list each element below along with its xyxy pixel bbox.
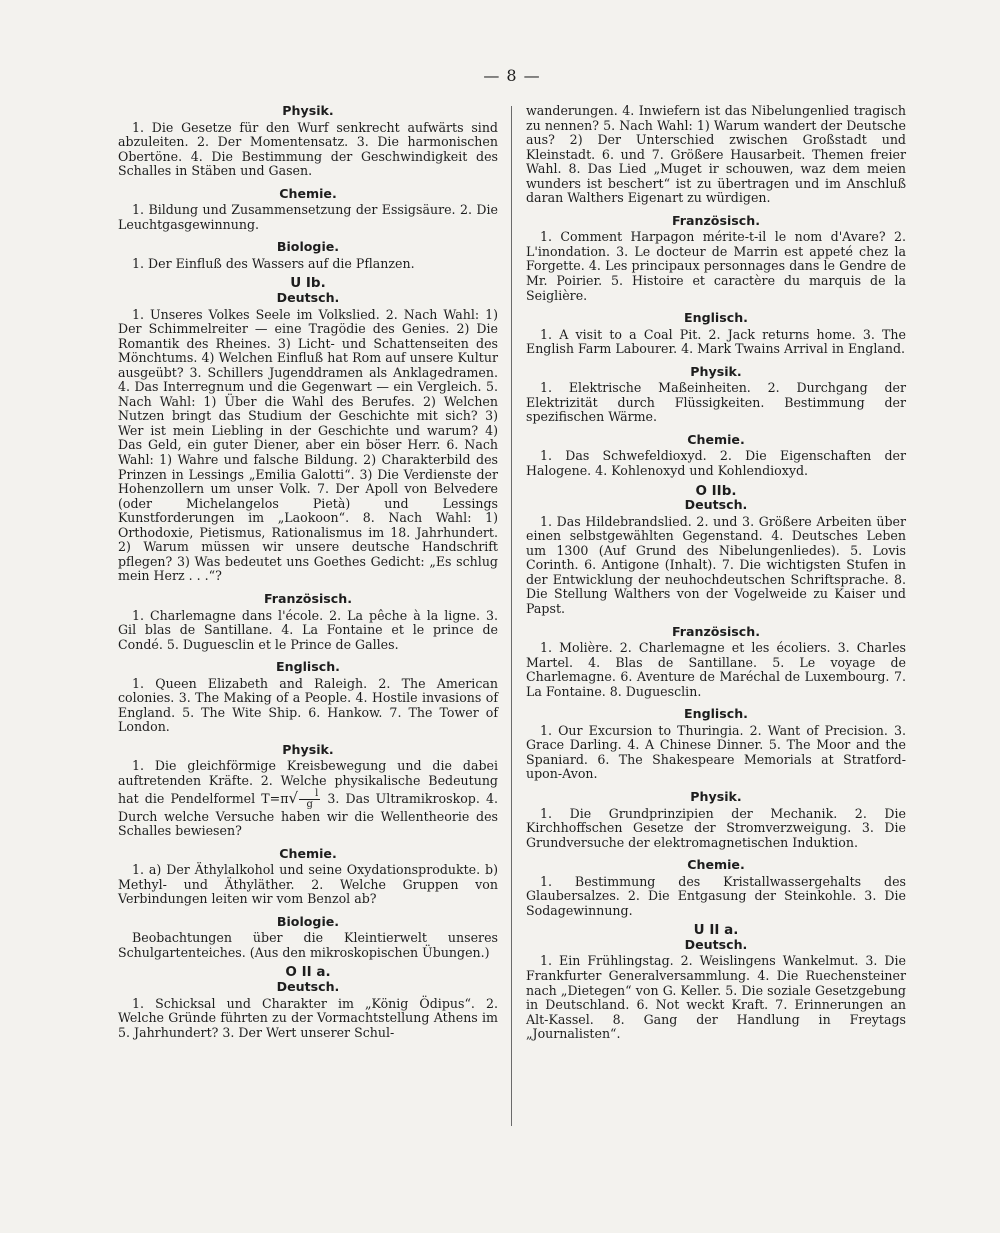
right-column <box>526 104 906 1042</box>
section-text: 1. Our Excursion to Thuringia. 2. Want of Precision. 3. Grace Darling. 4. A Chinese Dinner. 5. The Moor and the Spaniard. 6. The Shakespeare Memorials at Stratford-upon-Avon. <box>526 722 906 782</box>
page-number: — 8 — <box>483 66 541 85</box>
section-text: 1. Die Grundprinzipien der Mechanik. 2. Die Kirchhoffschen Gesetze der Stromverzweigung. 3. Die Grundversuche der elektromagnetischen Induktion. <box>526 805 906 850</box>
section-text: 1. a) Der Äthylalkohol und seine Oxydationsprodukte. b) Methyl- und Äthyläther. 2. Welche Gruppen von Verbindungen leiten wir vom Benzol ab? <box>118 862 498 907</box>
column-divider <box>511 106 512 1126</box>
section-heading: Französisch. <box>264 590 352 606</box>
section-heading: Chemie. <box>687 857 745 873</box>
section-text: 1. Elektrische Maßeinheiten. 2. Durchgang der Elektrizität durch Flüssigkeiten. Bestimmung der spezifischen Wärme. <box>526 380 906 425</box>
class-heading: O IIb. <box>695 482 737 499</box>
section-heading: Französisch. <box>672 212 760 228</box>
formula-fraction <box>299 789 320 810</box>
section-heading: Physik. <box>690 363 742 379</box>
section-heading: Deutsch. <box>684 936 748 952</box>
formula-numerator: l <box>299 789 320 800</box>
section-text: 1. Bestimmung des Kristallwassergehalts des Glaubersalzes. 2. Die Entgasung der Steinkohle. 3. Die Sodagewinnung. <box>526 873 906 918</box>
section-text: 1. A visit to a Coal Pit. 2. Jack returns home. 3. The English Farm Labourer. 4. Mark Twains Arrival in England. <box>526 326 906 357</box>
sqrt-symbol: √ <box>288 788 299 807</box>
section-heading: Physik. <box>282 103 334 118</box>
section-heading: Chemie. <box>279 185 337 201</box>
section-text: 1. Unseres Volkes Seele im Volkslied. 2. Nach Wahl: 1) Der Schimmelreiter — eine Tragödie des Genies. 2) Die Romantik des Rheines. 3) Licht- und Schattenseiten des Mönchtums. 4) Welchen Einfluß hat Rom auf unsere Kultur ausgeübt? 3. Schillers Jugenddramen als Anklagedramen. 4. Das Interregnum und die Gegenwart — ein Vergleich. 5. Nach Wahl: 1) Über die Wahl des Berufes. 2) Welchen Nutzen bringt das Studium der Geschichte mit sich? 3) Wer ist mein Liebling in der Geschichte und warum? 4) Das Geld, ein guter Diener, aber ein böser Herr. 6. Nach Wahl: 1) Wahre und falsche Bildung. 2) Charakterbild des Prinzen in Lessings „Emilia Galotti“. 3) Die Verdienste der Hohenzollern um unser Volk. 7. Der Apoll von Belvedere (oder Michelangelos Pietà) und Lessings Kunstforderungen im „Laokoon“. 8. Nach Wahl: 1) Orthodoxie, Pietismus, Rationalismus im 18. Jahrhundert. 2) Warum müssen wir unsere deutsche Handschrift pflegen? 3) Was bedeutet uns Goethes Gedicht: „Es schlug mein Herz . . .“? <box>118 306 498 584</box>
section-text: Beobachtungen über die Kleintierwelt unseres Schulgartenteiches. (Aus den mikroskopischen Übungen.) <box>118 930 498 960</box>
section-text: 1. Schicksal und Charakter im „König Ödipus“. 2. Welche Gründe führten zu der Vormachtstellung Athens im 5. Jahrhundert? 3. Der Wert unserer Schul- <box>118 995 498 1040</box>
section-heading: Chemie. <box>687 431 745 447</box>
section-heading: Chemie. <box>279 845 337 861</box>
class-heading: O II a. <box>285 964 331 981</box>
section-text: 1. Bildung und Zusammensetzung der Essigsäure. 2. Die Leuchtgasgewinnung. <box>118 202 498 232</box>
formula-denominator: g <box>306 798 313 810</box>
physik-text-part: 1. Die gleichförmige Kreisbewegung und die dabei auftretenden Kräfte. 2. Welche physikalische Bedeutung hat die Pendelformel T=π <box>118 758 498 806</box>
section-heading: Deutsch. <box>276 290 340 306</box>
section-heading: Französisch. <box>672 623 760 639</box>
section-text: 1. Molière. 2. Charlemagne et les écoliers. 3. Charles Martel. 4. Blas de Santillane. 5. Le voyage de Charlemagne. 6. Aventure de Maréchal de Luxembourg. 7. La Fontaine. 8. Duguesclin. <box>526 640 906 699</box>
section-text: 1. Die Gesetze für den Wurf senkrecht aufwärts sind abzuleiten. 2. Der Momentensatz. 3. Die harmonischen Obertöne. 4. Die Bestimmung der Geschwindigkeit des Schalles in Stäben und Gasen. <box>118 119 498 179</box>
section-text <box>118 759 498 838</box>
section-heading: Biologie. <box>276 239 340 255</box>
pendulum-formula <box>288 787 322 810</box>
section-text: 1. Der Einfluß des Wassers auf die Pflanzen. <box>132 255 415 271</box>
section-heading: Deutsch. <box>276 978 340 994</box>
physik-text-part: 3. Das Ultramikroskop. 4. Durch welche Versuche haben wir die Wellentheorie des Schalles bewiesen? <box>118 790 498 839</box>
section-text: 1. Das Hildebrandslied. 2. und 3. Größere Arbeiten über einen selbstgewählten Gegenstand. 4. Deutsches Leben um 1300 (Auf Grund des Nibelungenliedes). 5. Lovis Corinth. 6. Antigone (Inhalt). 7. Die wichtigsten Stufen in der Entwicklung der neuhochdeutschen Schriftsprache. 8. Die Stellung Walthers von der Vogelweide zu Kaiser und Papst. <box>526 513 906 616</box>
section-text: 1. Ein Frühlingstag. 2. Weislingens Wankelmut. 3. Die Frankfurter Generalversammlung. 4. Die Ruechensteiner nach „Dietegen“ von G. Keller. 5. Die soziale Gesetzgebung in Deutschland. 6. Not weckt Kraft. 7. Erinnerungen an Alt-Kassel. 8. Gang der Handlung in Freytags „Journalisten“. <box>526 953 906 1042</box>
class-heading: U Ib. <box>290 275 326 292</box>
section-heading: Deutsch. <box>684 497 748 513</box>
section-heading: Biologie. <box>276 913 340 929</box>
section-heading: Englisch. <box>684 310 748 326</box>
left-column <box>118 104 498 1040</box>
section-heading: Physik. <box>690 788 742 804</box>
section-heading: Englisch. <box>276 659 340 675</box>
section-heading: Physik. <box>282 741 334 757</box>
section-text: 1. Das Schwefeldioxyd. 2. Die Eigenschaften der Halogene. 4. Kohlenoxyd und Kohlendioxyd. <box>526 448 906 479</box>
section-text: wanderungen. 4. Inwiefern ist das Nibelungenlied tragisch zu nennen? 5. Nach Wahl: 1) Warum wandert der Deutsche aus? 2) Der Unterschied zwischen Großstadt und Kleinstadt. 6. und 7. Größere Hausarbeit. Themen freier Wahl. 8. Das Lied „Muget ir schouwen, waz dem meien wunders ist beschert“ ist zu übertragen und im Anschluß daran Walthers Eigenart zu würdigen. <box>526 103 906 206</box>
section-text: 1. Queen Elizabeth and Raleigh. 2. The American colonies. 3. The Making of a People. 4. Hostile invasions of England. 5. The Wite Ship. 6. Hankow. 7. The Tower of London. <box>118 675 498 735</box>
section-heading: Englisch. <box>684 706 748 722</box>
section-text: 1. Comment Harpagon mérite-t-il le nom d'Avare? 2. L'inondation. 3. Le docteur de Marrin est appeté chez la Forgette. 4. Les principaux personnages dans le Gendre de Mr. Poirier. 5. Histoire et caractère du marquis de la Seiglière. <box>526 229 906 303</box>
class-heading: U II a. <box>693 922 739 939</box>
section-text: 1. Charlemagne dans l'école. 2. La pêche à la ligne. 3. Gil blas de Santillane. 4. La Fontaine et le prince de Condé. 5. Duguesclin et le Prince de Galles. <box>118 607 498 652</box>
